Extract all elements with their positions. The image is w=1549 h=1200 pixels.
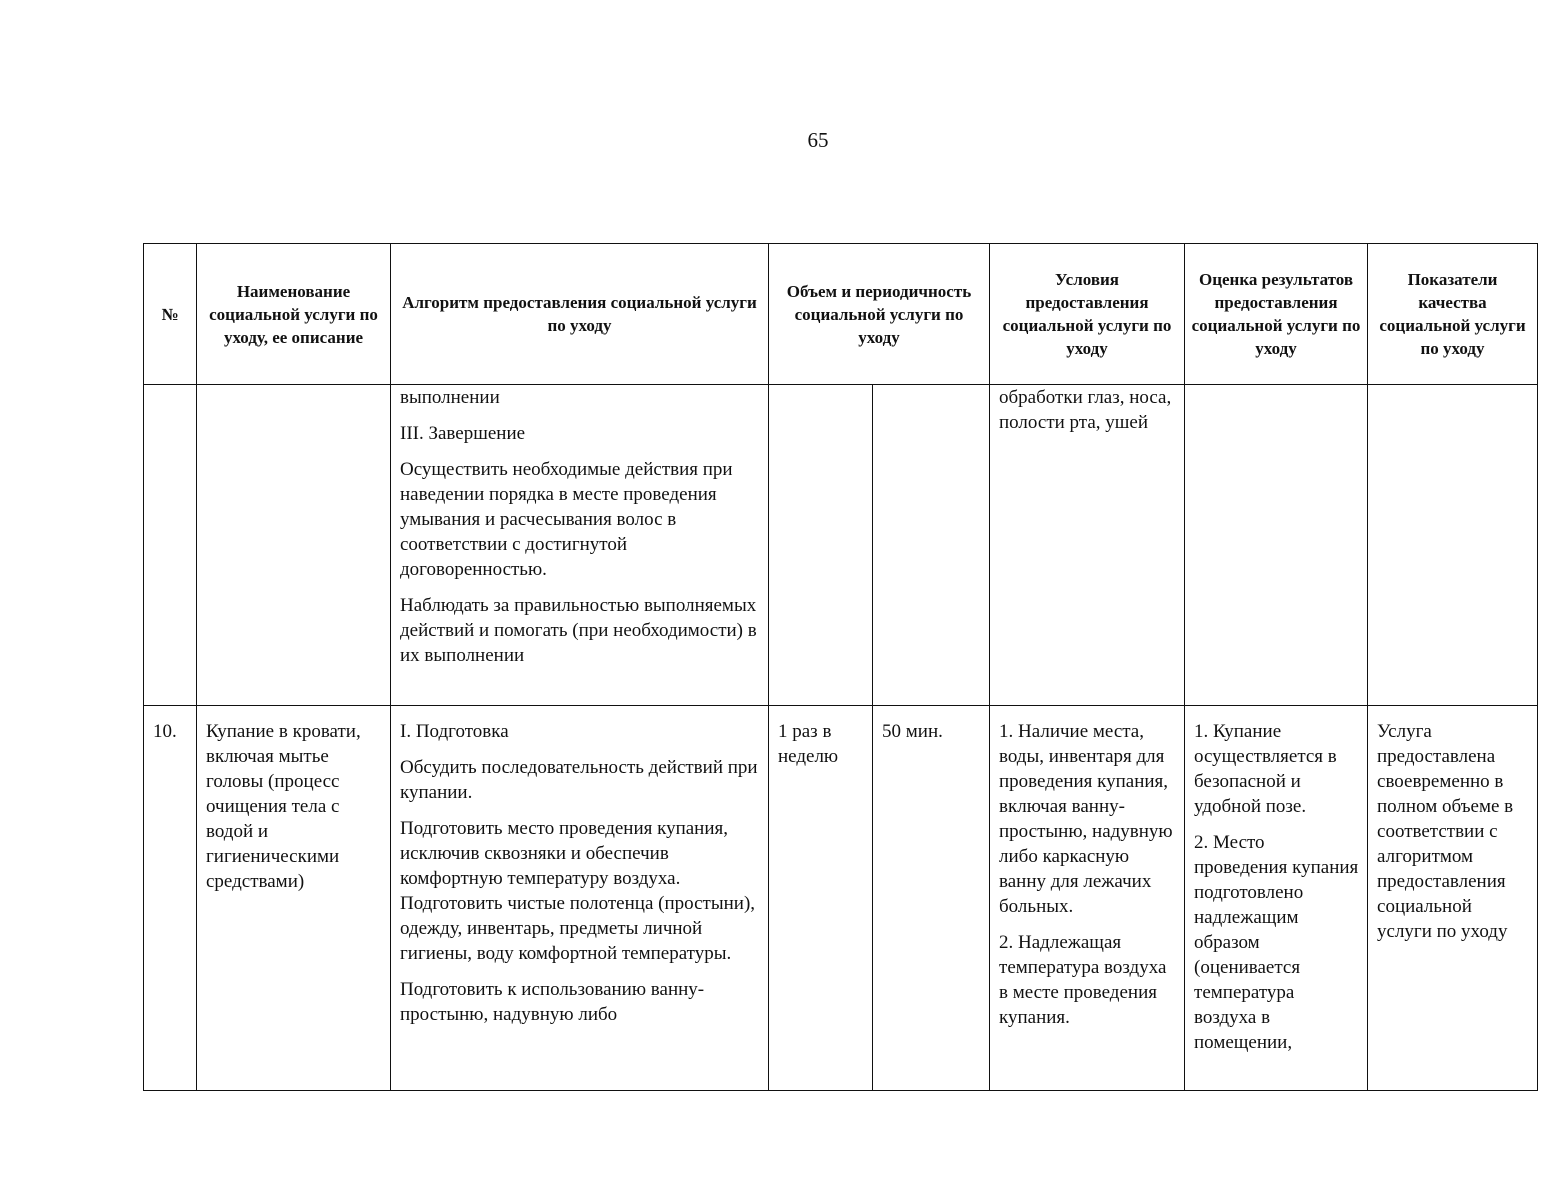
algorithm-text: Наблюдать за правильностью выполняемых действий и помогать (при необходимости) в их выполнении xyxy=(400,595,757,666)
cell-conditions xyxy=(990,385,1185,706)
duration-text: 50 мин. xyxy=(882,721,943,742)
algorithm-text: Осуществить необходимые действия при наведении порядка в месте проведения умывания и расчесывания волос в соответствии с достигнутой договоренностью. xyxy=(400,459,733,580)
frequency-text: 1 раз в неделю xyxy=(778,721,839,767)
cell-conditions xyxy=(990,706,1185,1091)
cell-evaluation-empty xyxy=(1185,385,1368,706)
cell-name xyxy=(197,706,391,1091)
table-row-continuation xyxy=(144,385,1538,706)
header-conditions: Условия предоставления социальной услуги по уходу xyxy=(990,244,1185,385)
cell-num: 10. xyxy=(144,706,197,1091)
service-name: Купание в кровати, включая мытье головы (процесс очищения тела с водой и гигиеническими средствами) xyxy=(206,721,361,892)
page-number: 65 xyxy=(807,128,829,152)
algorithm-step-heading: III. Завершение xyxy=(400,423,526,444)
evaluation-item: 1. Купание осуществляется в безопасной и удобной позе. xyxy=(1194,721,1337,817)
conditions-text: обработки глаз, носа, полости рта, ушей xyxy=(999,387,1172,433)
cell-duration-empty xyxy=(873,385,990,706)
header-volume: Объем и периодичность социальной услуги по уходу xyxy=(769,244,990,385)
conditions-item: 1. Наличие места, воды, инвентаря для проведения купания, включая ванну-простыню, надувную либо каркасную ванну для лежачих больных. xyxy=(999,721,1173,917)
quality-text: Услуга предоставлена своевременно в полном объеме в соответствии с алгоритмом предоставления социальной услуги по уходу xyxy=(1377,721,1514,942)
cell-algorithm xyxy=(391,385,769,706)
cell-num-empty xyxy=(144,385,197,706)
cell-quality xyxy=(1368,706,1538,1091)
evaluation-item: 2. Место проведения купания подготовлено надлежащим образом (оценивается температура воздуха в помещении, xyxy=(1194,832,1359,1053)
algorithm-text: Подготовить место проведения купания, исключив сквозняки и обеспечив комфортную температуру воздуха. Подготовить чистые полотенца (простыни), одежду, инвентарь, предметы личной гигиены, воду комфортной температуры. xyxy=(400,818,756,964)
social-services-table xyxy=(143,243,1538,1091)
algorithm-text: Подготовить к использованию ванну-простыню, надувную либо xyxy=(400,979,705,1025)
header-quality: Показатели качества социальной услуги по уходу xyxy=(1368,244,1538,385)
header-algorithm: Алгоритм предоставления социальной услуги по уходу xyxy=(391,244,769,385)
cell-duration xyxy=(873,706,990,1091)
cell-evaluation xyxy=(1185,706,1368,1091)
cell-quality-empty xyxy=(1368,385,1538,706)
header-name: Наименование социальной услуги по уходу, ее описание xyxy=(197,244,391,385)
algorithm-step-heading: I. Подготовка xyxy=(400,721,509,742)
conditions-item: 2. Надлежащая температура воздуха в месте проведения купания. xyxy=(999,932,1167,1028)
cell-frequency xyxy=(769,706,873,1091)
cell-name-empty xyxy=(197,385,391,706)
algorithm-text: Обсудить последовательность действий при купании. xyxy=(400,757,758,803)
header-evaluation: Оценка результатов предоставления социальной услуги по уходу xyxy=(1185,244,1368,385)
cell-algorithm xyxy=(391,706,769,1091)
cell-frequency-empty xyxy=(769,385,873,706)
header-num: № xyxy=(144,244,197,385)
table-header-row xyxy=(144,244,1538,385)
table-row-10 xyxy=(144,706,1538,1091)
algorithm-text: выполнении xyxy=(400,387,500,408)
